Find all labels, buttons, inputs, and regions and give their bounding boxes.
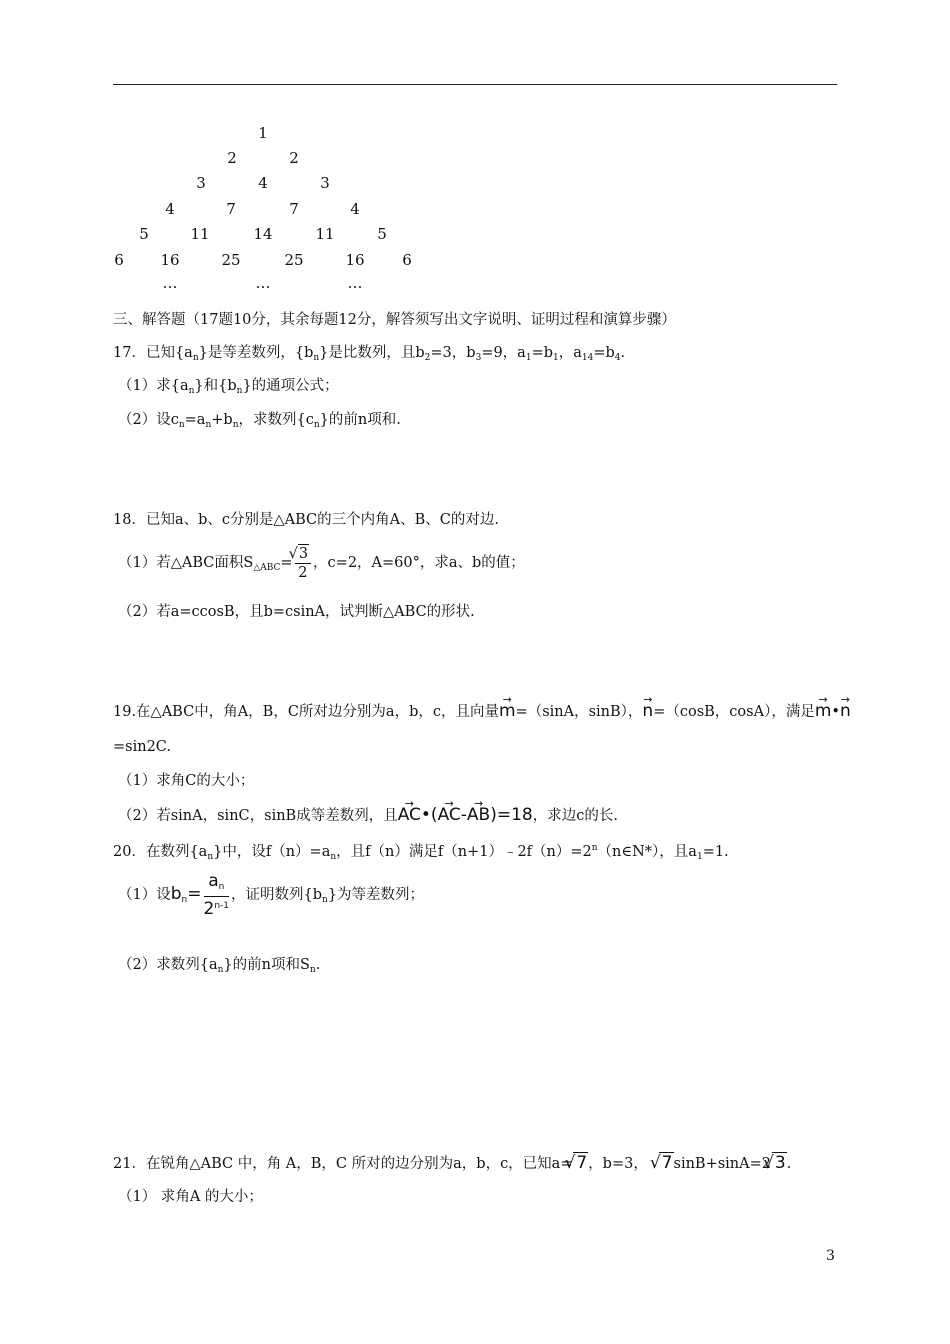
vector-n: → n: [840, 701, 851, 721]
sqrt-7: √ 7: [573, 1152, 588, 1173]
section-heading: 三、解答题（17题10分，其余每题12分，解答须写出文字说明、证明过程和演算步骤）: [113, 312, 676, 328]
triangle-cell: 11: [315, 225, 335, 243]
triangle-cell: 16: [345, 251, 365, 269]
triangle-cell: 7: [226, 200, 236, 218]
triangle-cell: 6: [114, 251, 124, 269]
triangle-cell: …: [162, 274, 178, 292]
triangle-cell: 1: [258, 124, 268, 142]
vector-ac: → AC: [438, 805, 461, 825]
question-19-part-1: （1）求角C的大小；: [118, 773, 255, 789]
triangle-cell: 11: [190, 225, 210, 243]
question-17-part-2: （2）设$c_n=a_n+b_n$，求数列$\{c_n\}$的前n项和.: [118, 412, 401, 430]
vector-m: → m: [815, 701, 832, 721]
triangle-cell: 4: [350, 200, 360, 218]
triangle-cell: 14: [253, 225, 273, 243]
triangle-cell: 3: [320, 174, 330, 192]
question-21-stem: 21．在锐角△ABC 中，角 A，B，C 所对的边分别为a，b，c，已知a=√ 7，b=3，√ 7sinB+sinA=2√ 3.: [113, 1152, 791, 1174]
triangle-cell: 2: [227, 149, 237, 167]
triangle-cell: …: [255, 274, 271, 292]
question-17-stem: 17．已知$\{a_n\}$是等差数列，$\{b_n\}$是比数列，且$b_2=3$，$b_3=9$，$a_1=b_1$，$a_{14}=b_4$.: [113, 345, 626, 363]
triangle-cell: 6: [402, 251, 412, 269]
triangle-cell: 3: [196, 174, 206, 192]
triangle-cell: …: [347, 274, 363, 292]
sqrt3-over-2-fraction: √ $\frac{3}{2}$: [295, 544, 311, 582]
triangle-cell: 4: [258, 174, 268, 192]
sqrt-3: √ 3: [772, 1152, 787, 1173]
triangle-cell: 2: [289, 149, 299, 167]
question-20-stem: 20．在数列$\{a_n\}$中，设$f(n)=a_n$，且f（n）满足$f(n+1)﹣2f(n)=2^n(n\in N*)$，且$a_1=1$.: [113, 843, 729, 862]
triangle-cell: 5: [377, 225, 387, 243]
triangle-cell: 25: [284, 251, 304, 269]
triangle-cell: 4: [165, 200, 175, 218]
vector-ab: → AB: [467, 805, 490, 825]
vector-n: → n: [642, 701, 653, 721]
vector-ac: → AC: [398, 805, 421, 825]
triangle-cell: 7: [289, 200, 299, 218]
question-19-stem: 19.在△ABC中，角A，B，C所对边分别为a，b，c，且向量→ m=（sinA，sinB），→ n=（cosB，cosA），满足→ m•→ n: [113, 701, 851, 722]
triangle-cell: 16: [160, 251, 180, 269]
question-18-part-1: （1）若△ABC面积$S_{\triangle ABC}=$ √ $\frac{3}{2}$ ，c=2，A=60°，求a、b的值；: [118, 543, 525, 588]
page-number: 3: [826, 1248, 835, 1264]
question-17-part-1: （1）求$\{a_n\}$和$\{b_n\}$的通项公式；: [118, 378, 339, 396]
vector-m: → m: [499, 701, 516, 721]
question-21-part-1: （1） 求角A 的大小；: [118, 1189, 263, 1205]
number-triangle: [0, 0, 950, 300]
question-20-part-1: （1）设$b_n=$ $\frac{a_n}{2^{n-1}}$ ，证明数列$\{b_n\}$为等差数列；: [118, 871, 425, 919]
question-19-part-2: （2）若sinA，sinC，sinB成等差数列，且→ AC•(→ AC-→ AB)=18，求边c的长.: [118, 805, 618, 826]
question-19-stem-continued: =sin2C.: [113, 739, 171, 755]
an-over-2-pow-fraction: $\frac{a_n}{2^{n-1}}$: [203, 871, 230, 919]
triangle-cell: 5: [139, 225, 149, 243]
triangle-cell: 25: [221, 251, 241, 269]
question-20-part-2: （2）求数列$\{a_n\}$的前n项和$S_n$.: [118, 957, 321, 975]
question-18-part-2: （2）若a=ccosB，且b=csinA，试判断△ABC的形状.: [118, 604, 475, 620]
question-18-stem: 18．已知a、b、c分别是△ABC的三个内角A、B、C的对边.: [113, 512, 499, 528]
sqrt-7: √ 7: [659, 1152, 674, 1173]
